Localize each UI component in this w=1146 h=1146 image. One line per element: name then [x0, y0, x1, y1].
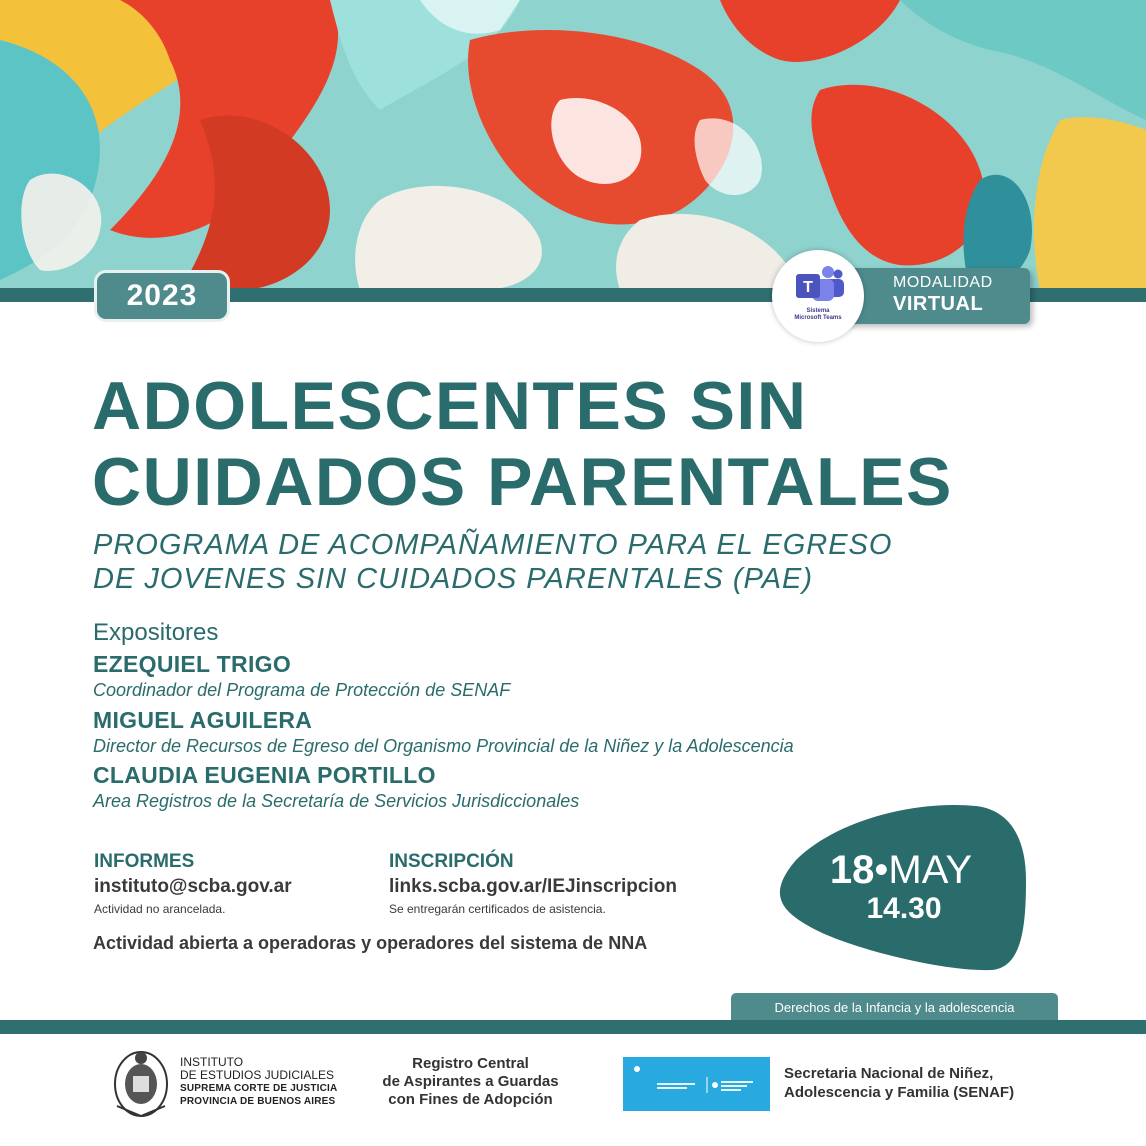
informes-email-link[interactable]: instituto@scba.gov.ar [94, 876, 292, 897]
informes-note: Actividad no arancelada. [94, 902, 226, 916]
informes-label: INFORMES [94, 851, 195, 872]
inscripcion-block [389, 851, 677, 916]
speaker-role: Coordinador del Programa de Protección de SENAF [93, 680, 511, 700]
category-tag: Derechos de la Infancia y la adolescencia [731, 993, 1058, 1021]
title-line-2: CUIDADOS PARENTALES [92, 444, 953, 520]
senaf-line-1: Secretaria Nacional de Niñez, [784, 1065, 994, 1082]
audience-note: Actividad abierta a operadoras y operadores del sistema de NNA [93, 933, 648, 953]
iej-line-2: DE ESTUDIOS JUDICIALES [180, 1068, 335, 1082]
speakers-heading: Expositores [93, 619, 219, 646]
senaf-logo-text [784, 1064, 1014, 1102]
registro-line-2: de Aspirantes a Guardas [382, 1073, 559, 1090]
speaker-item [93, 707, 794, 757]
speaker-item [93, 651, 510, 701]
argentina-government-logo [623, 1057, 770, 1111]
year-badge: 2023 [94, 270, 230, 322]
teams-caption-2: Microsoft Teams [794, 315, 842, 321]
hero-paint-image [0, 0, 1146, 290]
speaker-role: Area Registros de la Secretaría de Servicios Jurisdiccionales [93, 791, 580, 811]
government-logo-icon [623, 1057, 770, 1111]
modality-label: MODALIDAD [893, 274, 993, 291]
event-title [92, 368, 953, 520]
event-subtitle [93, 528, 892, 596]
iej-line-4: PROVINCIA DE BUENOS AIRES [180, 1096, 336, 1107]
teams-caption-1: Sistema [806, 308, 830, 314]
subtitle-line-1: PROGRAMA DE ACOMPAÑAMIENTO PARA EL EGRESO [93, 529, 893, 561]
subtitle-line-2: DE JOVENES SIN CUIDADOS PARENTALES (PAE) [93, 563, 814, 595]
iej-line-3: SUPREMA CORTE DE JUSTICIA [180, 1083, 338, 1094]
teams-icon [772, 250, 864, 310]
speaker-name: EZEQUIEL TRIGO [93, 651, 292, 677]
bottom-band [0, 1020, 1146, 1034]
date-time: 14.30 [866, 892, 942, 925]
registro-line-1: Registro Central [412, 1055, 529, 1072]
svg-text:T: T [803, 279, 813, 296]
senaf-line-2: Adolescencia y Familia (SENAF) [784, 1084, 1015, 1101]
date-day: 18 [829, 848, 875, 892]
date-month: MAY [888, 848, 973, 892]
speaker-role: Director de Recursos de Egreso del Organismo Provincial de la Niñez y la Adolescencia [93, 736, 794, 756]
iej-logo-text [180, 1056, 337, 1108]
modality-value: VIRTUAL [893, 293, 984, 315]
coat-of-arms-icon [113, 1046, 169, 1118]
speaker-name: MIGUEL AGUILERA [93, 707, 313, 733]
speaker-name: CLAUDIA EUGENIA PORTILLO [93, 762, 436, 788]
title-line-1: ADOLESCENTES SIN [92, 368, 808, 444]
date-separator: • [874, 848, 889, 892]
event-date [776, 848, 1026, 926]
speaker-item [93, 762, 579, 812]
registro-central-logo-text [368, 1055, 573, 1109]
inscripcion-note: Se entregarán certificados de asistencia. [389, 902, 606, 916]
inscripcion-label: INSCRIPCIÓN [389, 851, 514, 872]
informes-block [94, 851, 292, 916]
microsoft-teams-logo [772, 250, 864, 342]
registro-line-3: con Fines de Adopción [388, 1091, 553, 1108]
inscripcion-link[interactable]: links.scba.gov.ar/IEJinscripcion [389, 876, 677, 897]
iej-line-1: INSTITUTO [180, 1055, 244, 1069]
